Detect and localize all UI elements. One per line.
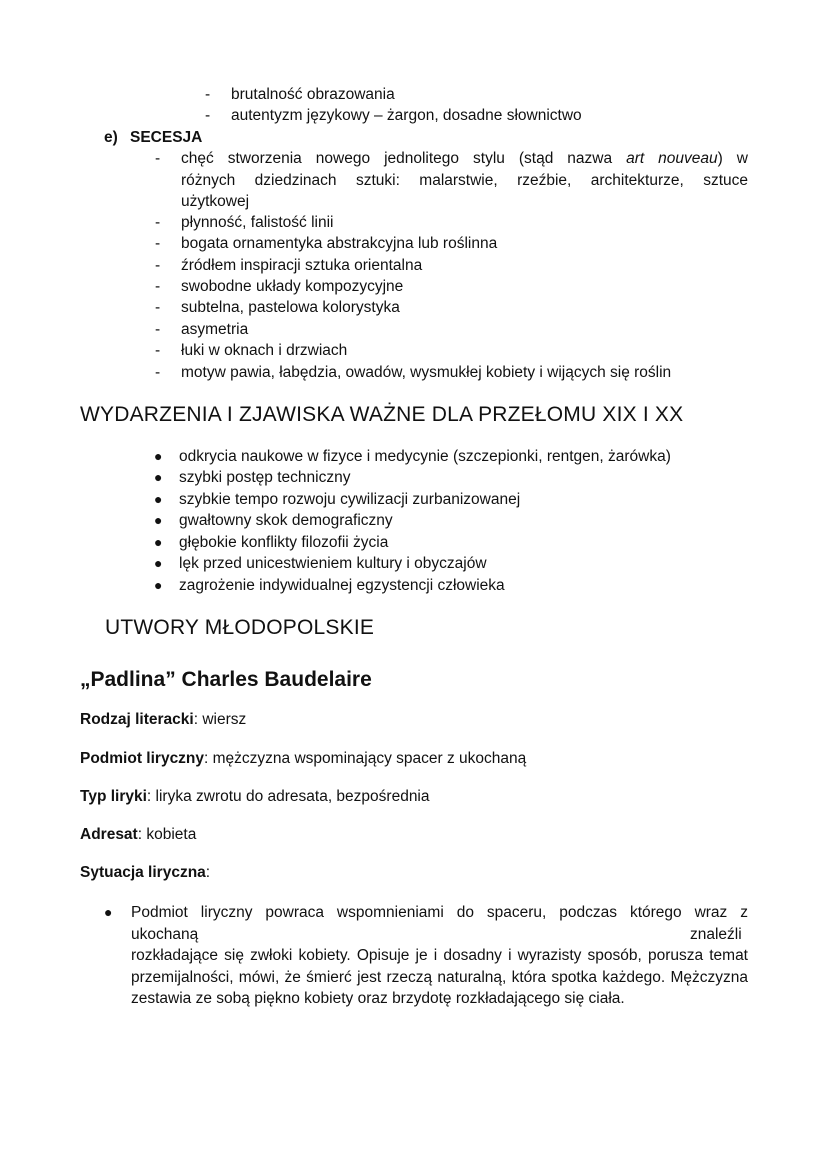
field-value: : liryka zwrotu do adresata, bezpośrednia: [146, 788, 430, 805]
bullet-icon: ●: [104, 904, 113, 920]
list-item: motyw pawia, łabędzia, owadów, wysmukłej kobiety i wijących się roślin: [181, 364, 672, 381]
field-value: : wiersz: [193, 711, 247, 728]
list-dash: -: [155, 321, 161, 338]
list-item: chęć stworzenia nowego jednolitego stylu (stąd nazwa art nouveau) w: [181, 150, 748, 167]
field-label: Rodzaj literacki: [80, 711, 194, 728]
list-item: brutalność obrazowania: [231, 86, 395, 103]
field-value: :: [205, 864, 211, 881]
list-item: odkrycia naukowe w fizyce i medycynie (szczepionki, rentgen, żarówka): [179, 448, 671, 465]
poem-title: „Padlina” Charles Baudelaire: [80, 668, 372, 691]
list-dash: -: [155, 364, 161, 381]
list-item-continuation: użytkowej: [181, 193, 250, 210]
list-dash: -: [205, 86, 211, 103]
paragraph-line: ukochaną: [131, 926, 199, 943]
field-label: Typ liryki: [80, 788, 147, 805]
list-item: źródłem inspiracji sztuka orientalna: [181, 257, 423, 274]
list-item: swobodne układy kompozycyjne: [181, 278, 404, 295]
list-item: gwałtowny skok demograficzny: [179, 512, 393, 529]
list-item: szybkie tempo rozwoju cywilizacji zurbanizowanej: [179, 491, 521, 508]
field-label: Adresat: [80, 826, 138, 843]
section-marker: e): [104, 129, 118, 146]
list-item: bogata ornamentyka abstrakcyjna lub roślinna: [181, 235, 498, 252]
list-dash: -: [155, 257, 161, 274]
list-item: asymetria: [181, 321, 249, 338]
paragraph-text: rozkładające się zwłoki kobiety. Opisuje je i dosadny i wyrazisty sposób, porusza temat przemijalności, mówi, że śmierć jest rzeczą naturalną, która spotka każdego. Mężczyzna zestawia ze sobą piękno kobiety oraz brzydotę rozkładającego się ciała.: [131, 947, 748, 1007]
list-dash: -: [155, 150, 161, 167]
bullet-icon: ●: [154, 448, 163, 464]
bullet-icon: ●: [154, 555, 163, 571]
list-item: szybki postęp techniczny: [179, 469, 351, 486]
list-dash: -: [155, 342, 161, 359]
bullet-icon: ●: [154, 512, 163, 528]
paragraph-line: znaleźli: [690, 926, 742, 943]
field-row: [80, 709, 246, 730]
bullet-icon: ●: [154, 469, 163, 485]
list-item: głębokie konflikty filozofii życia: [179, 534, 389, 551]
section-heading: UTWORY MŁODOPOLSKIE: [105, 616, 375, 639]
bullet-icon: ●: [154, 577, 163, 593]
bullet-icon: ●: [154, 534, 163, 550]
field-row: [80, 824, 196, 845]
field-row: [80, 748, 526, 769]
list-item: autentyzm językowy – żargon, dosadne słownictwo: [231, 107, 582, 124]
field-row: [80, 862, 210, 883]
list-item: subtelna, pastelowa kolorystyka: [181, 299, 400, 316]
paragraph-line: Podmiot liryczny powraca wspomnieniami do spaceru, podczas którego wraz z: [131, 904, 748, 921]
field-value: : mężczyzna wspominający spacer z ukochaną: [204, 750, 527, 767]
list-item: płynność, falistość linii: [181, 214, 334, 231]
field-label: Sytuacja liryczna: [80, 864, 206, 881]
section-title: SECESJA: [130, 129, 203, 146]
list-item-continuation: różnych dziedzinach sztuki: malarstwie, rzeźbie, architekturze, sztuce: [181, 172, 748, 189]
list-dash: -: [205, 107, 211, 124]
field-label: Podmiot liryczny: [80, 750, 205, 767]
list-dash: -: [155, 278, 161, 295]
bullet-icon: ●: [154, 491, 163, 507]
list-item: lęk przed unicestwieniem kultury i obyczajów: [179, 555, 487, 572]
list-item: zagrożenie indywidualnej egzystencji człowieka: [179, 577, 505, 594]
field-row: [80, 786, 430, 807]
field-value: : kobieta: [137, 826, 197, 843]
list-item: łuki w oknach i drzwiach: [181, 342, 348, 359]
list-dash: -: [155, 214, 161, 231]
list-dash: -: [155, 235, 161, 252]
list-dash: -: [155, 299, 161, 316]
section-heading: WYDARZENIA I ZJAWISKA WAŻNE DLA PRZEŁOMU XIX I XX: [80, 403, 684, 426]
